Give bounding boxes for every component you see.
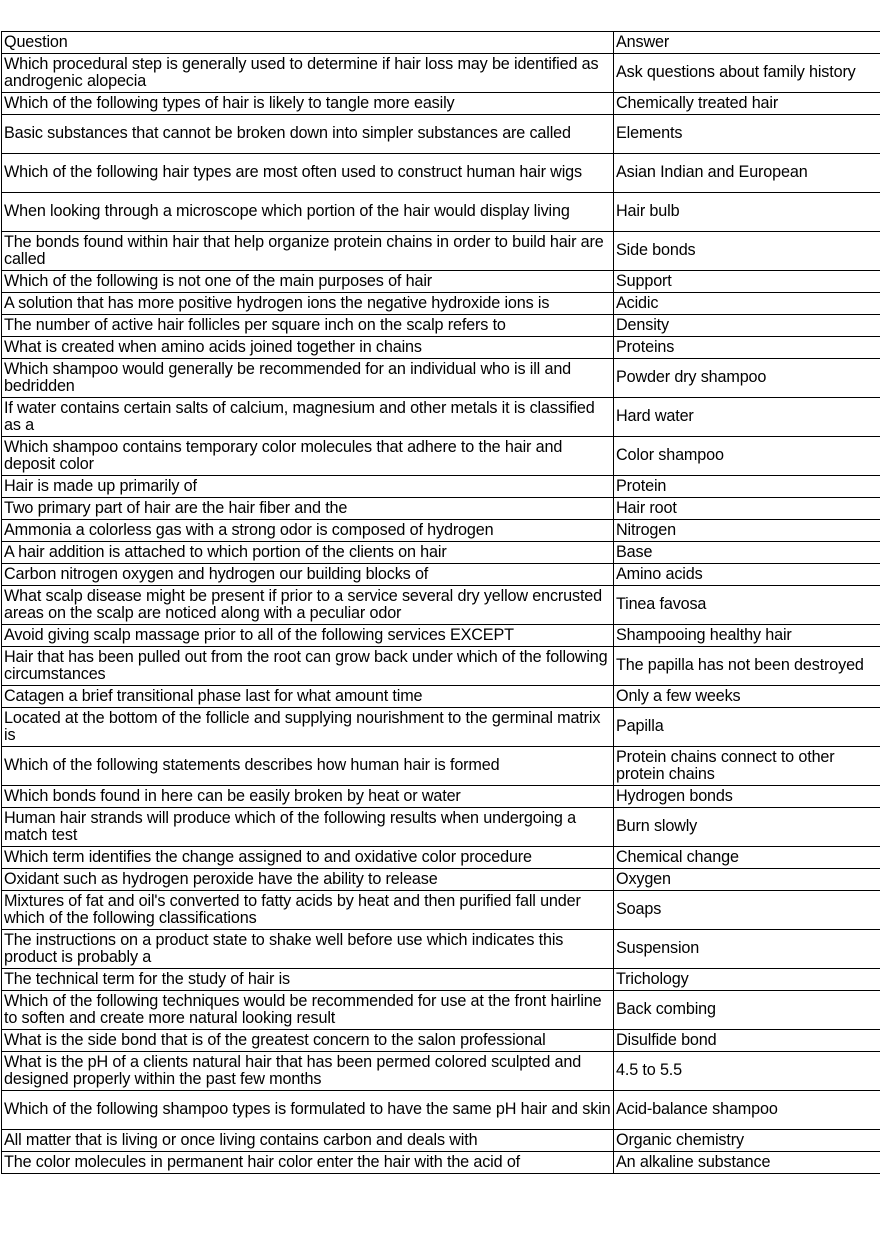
answer-header: Answer — [614, 32, 880, 54]
table-row — [2, 786, 880, 808]
table-row — [2, 969, 880, 991]
question-cell: Which bonds found in here can be easily broken by heat or water — [2, 786, 614, 808]
table-row — [2, 647, 880, 686]
table-row — [2, 1091, 880, 1130]
question-cell: Located at the bottom of the follicle and supplying nourishment to the germinal matrix is — [2, 708, 614, 747]
answer-cell: Ask questions about family history — [614, 54, 880, 93]
answer-cell: Soaps — [614, 891, 880, 930]
table-row — [2, 271, 880, 293]
question-cell: Hair is made up primarily of — [2, 476, 614, 498]
question-cell: What is the pH of a clients natural hair that has been permed colored sculpted and designed properly within the past few months — [2, 1052, 614, 1091]
answer-cell: Hard water — [614, 398, 880, 437]
question-cell: Which of the following hair types are most often used to construct human hair wigs — [2, 154, 614, 193]
answer-cell: Color shampoo — [614, 437, 880, 476]
answer-cell: Powder dry shampoo — [614, 359, 880, 398]
question-cell: A solution that has more positive hydrogen ions the negative hydroxide ions is — [2, 293, 614, 315]
question-cell: Basic substances that cannot be broken down into simpler substances are called — [2, 115, 614, 154]
question-cell: The bonds found within hair that help organize protein chains in order to build hair are called — [2, 232, 614, 271]
question-cell: Which of the following is not one of the main purposes of hair — [2, 271, 614, 293]
answer-cell: An alkaline substance — [614, 1152, 880, 1174]
answer-cell: The papilla has not been destroyed — [614, 647, 880, 686]
question-cell: Oxidant such as hydrogen peroxide have the ability to release — [2, 869, 614, 891]
table-row — [2, 293, 880, 315]
table-row — [2, 542, 880, 564]
table-row — [2, 625, 880, 647]
table-row — [2, 847, 880, 869]
table-row — [2, 686, 880, 708]
table-row — [2, 869, 880, 891]
table-row — [2, 93, 880, 115]
question-cell: Ammonia a colorless gas with a strong odor is composed of hydrogen — [2, 520, 614, 542]
answer-cell: Back combing — [614, 991, 880, 1030]
answer-cell: Hair root — [614, 498, 880, 520]
table-row — [2, 1152, 880, 1174]
table-row — [2, 564, 880, 586]
table-row — [2, 315, 880, 337]
question-cell: Human hair strands will produce which of the following results when undergoing a match test — [2, 808, 614, 847]
answer-cell: Trichology — [614, 969, 880, 991]
answer-cell: Burn slowly — [614, 808, 880, 847]
question-cell: Mixtures of fat and oil's converted to fatty acids by heat and then purified fall under which of the following classifications — [2, 891, 614, 930]
table-row — [2, 437, 880, 476]
question-cell: Carbon nitrogen oxygen and hydrogen our building blocks of — [2, 564, 614, 586]
table-row — [2, 476, 880, 498]
table-row — [2, 1052, 880, 1091]
question-cell: Catagen a brief transitional phase last for what amount time — [2, 686, 614, 708]
header-row — [2, 32, 880, 54]
qa-table — [1, 31, 880, 1174]
answer-cell: 4.5 to 5.5 — [614, 1052, 880, 1091]
table-row — [2, 115, 880, 154]
table-row — [2, 359, 880, 398]
answer-cell: Hair bulb — [614, 193, 880, 232]
table-row — [2, 232, 880, 271]
answer-cell: Organic chemistry — [614, 1130, 880, 1152]
question-cell: If water contains certain salts of calcium, magnesium and other metals it is classified as a — [2, 398, 614, 437]
question-cell: Hair that has been pulled out from the root can grow back under which of the following circumstances — [2, 647, 614, 686]
qa-table-body — [2, 32, 880, 1174]
answer-cell: Papilla — [614, 708, 880, 747]
table-row — [2, 586, 880, 625]
answer-cell: Chemical change — [614, 847, 880, 869]
question-cell: Which of the following types of hair is likely to tangle more easily — [2, 93, 614, 115]
question-cell: When looking through a microscope which portion of the hair would display living — [2, 193, 614, 232]
answer-cell: Nitrogen — [614, 520, 880, 542]
answer-cell: Support — [614, 271, 880, 293]
question-cell: Which term identifies the change assigned to and oxidative color procedure — [2, 847, 614, 869]
table-row — [2, 520, 880, 542]
answer-cell: Protein — [614, 476, 880, 498]
question-cell: A hair addition is attached to which portion of the clients on hair — [2, 542, 614, 564]
question-cell: Which procedural step is generally used to determine if hair loss may be identified as androgenic alopecia — [2, 54, 614, 93]
answer-cell: Suspension — [614, 930, 880, 969]
table-row — [2, 891, 880, 930]
answer-cell: Density — [614, 315, 880, 337]
answer-cell: Tinea favosa — [614, 586, 880, 625]
table-row — [2, 1130, 880, 1152]
answer-cell: Chemically treated hair — [614, 93, 880, 115]
question-cell: What is created when amino acids joined together in chains — [2, 337, 614, 359]
answer-cell: Amino acids — [614, 564, 880, 586]
answer-cell: Disulfide bond — [614, 1030, 880, 1052]
question-cell: All matter that is living or once living contains carbon and deals with — [2, 1130, 614, 1152]
question-cell: Which shampoo contains temporary color molecules that adhere to the hair and deposit color — [2, 437, 614, 476]
question-cell: What scalp disease might be present if prior to a service several dry yellow encrusted areas on the scalp are noticed along with a peculiar odor — [2, 586, 614, 625]
question-cell: The technical term for the study of hair is — [2, 969, 614, 991]
table-row — [2, 808, 880, 847]
table-row — [2, 154, 880, 193]
question-cell: Which shampoo would generally be recommended for an individual who is ill and bedridden — [2, 359, 614, 398]
question-cell: The color molecules in permanent hair color enter the hair with the acid of — [2, 1152, 614, 1174]
table-row — [2, 498, 880, 520]
answer-cell: Proteins — [614, 337, 880, 359]
answer-cell: Base — [614, 542, 880, 564]
table-row — [2, 747, 880, 786]
table-row — [2, 1030, 880, 1052]
question-cell: Which of the following statements describes how human hair is formed — [2, 747, 614, 786]
question-cell: What is the side bond that is of the greatest concern to the salon professional — [2, 1030, 614, 1052]
answer-cell: Side bonds — [614, 232, 880, 271]
table-row — [2, 54, 880, 93]
question-header: Question — [2, 32, 614, 54]
question-cell: Which of the following techniques would be recommended for use at the front hairline to soften and create more natural looking result — [2, 991, 614, 1030]
answer-cell: Elements — [614, 115, 880, 154]
question-cell: Which of the following shampoo types is formulated to have the same pH hair and skin — [2, 1091, 614, 1130]
table-row — [2, 930, 880, 969]
table-row — [2, 991, 880, 1030]
answer-cell: Only a few weeks — [614, 686, 880, 708]
table-row — [2, 337, 880, 359]
question-cell: The instructions on a product state to shake well before use which indicates this product is probably a — [2, 930, 614, 969]
answer-cell: Protein chains connect to other protein chains — [614, 747, 880, 786]
answer-cell: Acidic — [614, 293, 880, 315]
table-row — [2, 398, 880, 437]
table-row — [2, 708, 880, 747]
table-row — [2, 193, 880, 232]
question-cell: Two primary part of hair are the hair fiber and the — [2, 498, 614, 520]
question-cell: Avoid giving scalp massage prior to all of the following services EXCEPT — [2, 625, 614, 647]
answer-cell: Oxygen — [614, 869, 880, 891]
answer-cell: Shampooing healthy hair — [614, 625, 880, 647]
answer-cell: Asian Indian and European — [614, 154, 880, 193]
question-cell: The number of active hair follicles per square inch on the scalp refers to — [2, 315, 614, 337]
answer-cell: Hydrogen bonds — [614, 786, 880, 808]
answer-cell: Acid-balance shampoo — [614, 1091, 880, 1130]
